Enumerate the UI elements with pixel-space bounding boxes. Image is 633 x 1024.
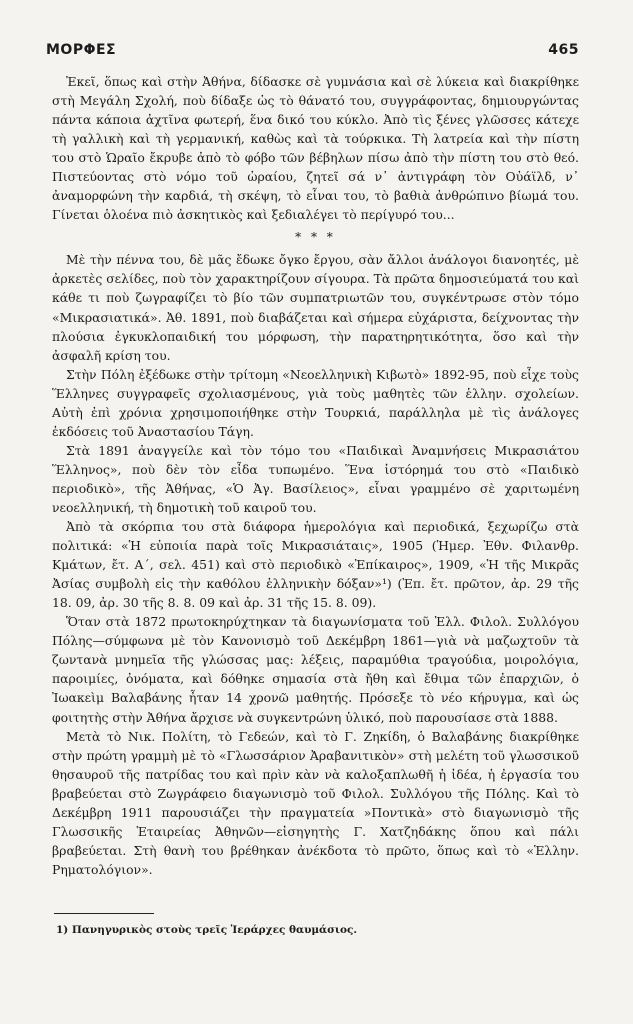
page-number: 465 xyxy=(548,42,579,58)
paragraph: Μὲ τὴν πέννα του, δὲ μᾶς ἔδωκε ὄγκο ἔργου, σὰν ἄλλοι ἀνάλογοι διανοητές, μὲ ἀρκετὲς σελίδες, ποὺ τὸν χαρακτηρίζουν σίγουρα. Τὰ πρῶτα δημοσιεύματά του καὶ κάθε τι ποὺ ζωγραφίζει τὸ βίο τῶν συμπατριωτῶν του, συγκέντρωσε στὸν τόμο «Μικρασιατικά». Ἀθ. 1891, ποὺ διαβάζεται καὶ σήμερα εὐχάριστα, δείχνοντας τὴν πλούσια ἐγκυκλοπαιδική του μόρφωση, τὴν παρατηρητικότητα, ὅσο καὶ τὴν ἀσφαλῆ κρίση του. xyxy=(52,252,579,363)
paragraph: Ἐκεῖ, ὅπως καὶ στὴν Ἀθήνα, δίδασκε σὲ γυμνάσια καὶ σὲ λύκεια καὶ διακρίθηκε στὴ Μεγάλη Σχολή, ποὺ δίδαξε ὡς τὸ θάνατό του, συγγράφοντας, δημιουργώντας πάντα κάποια ἀχτῖνα φωτερή, ἕνα δικό του κύκλο. Ἀπὸ τὶς ξένες γλῶσσες κάτεχε τὴ γαλλικὴ καὶ τὴ γερμανική, καθὼς καὶ τὰ τούρκικα. Τὴ λατρεία καὶ τὴν πίστη του στὸ Ὡραῖο ἔκρυβε ἀπὸ τὸ φόβο τῶν βέβηλων πίσω ἀπὸ τὴν πίστη του στὸ θεό. Πιστεύοντας στὸ νόμο τοῦ ὡραίου, ζητεῖ σά ν᾽ ἀντιγράφη τὸν Οὐάϊλδ, ν᾽ ἀναμορφώνη τὴν καρδιά, τὴ σκέψη, τὸ εἶναι του, τὸ βαθιὰ ἀνθρώπινο βίωμά του. Γίνεται ὁλοένα πιὸ ἀσκητικὸς καὶ ξεδιαλέγει τὸ περίγυρό του... xyxy=(52,74,579,223)
paragraph: Μετὰ τὸ Νικ. Πολίτη, τὸ Γεδεών, καὶ τὸ Γ. Ζηκίδη, ὁ Βαλαβάνης διακρίθηκε στὴν πρώτη γραμμὴ μὲ τὸ «Γλωσσάριον Ἀραβανιτικὸν» στὴ μελέτη τοῦ γλωσσικοῦ θησαυροῦ τῆς πατρίδας του καὶ πρὶν κὰν νὰ καλοξαπλωθῆ ἡ ἰδέα, ἡ ἐργασία του βραβεύεται στὸ Ζωγράφειο διαγωνισμὸ τοῦ Φιλολ. Συλλόγου τῆς Πόλης. Καὶ τὸ Δεκέμβρη 1911 παρουσιάζει τὴν πραγματεία »Ποντικὰ» στὸ διαγωνισμὸ τῆς Γλωσσικῆς Ἑταιρείας Ἀθηνῶν—εἰσηγητὴς Γ. Χατζηδάκης ὅπου καὶ πάλι βραβεύεται. Στὴ θανὴ του βρέθηκαν ἀνέκδοτα τὸ πρῶτο, ὅπως καὶ τὸ «Ἑλλην. Ρηματολόγιον». xyxy=(52,728,579,877)
paragraph: Στὴν Πόλη ἐξέδωκε στὴν τρίτομη «Νεοελληνικὴ Κιβωτὸ» 1892-95, ποὺ εἶχε τοὺς Ἕλληνες συγγραφεῖς σχολιασμένους, γιὰ τοὺς μαθητὲς τῶν ἑλλην. σχολείων. Αὐτὴ ἐπὶ χρόνια χρησιμοποιήθηκε στὴν Τουρκιά, παράλληλα μὲ τὶς ἀνάλογες ἐκδόσεις τοῦ Ἀναστασίου Τάγη. xyxy=(52,366,579,439)
paragraph: Ὅταν στὰ 1872 πρωτοκηρύχτηκαν τὰ διαγωνίσματα τοῦ Ἑλλ. Φιλολ. Συλλόγου Πόλης—σύμφωνα μὲ τὸν Κανονισμὸ τοῦ Δεκέμβρη 1861—γιὰ νὰ μαζωχτοῦν τὰ ζωντανὰ μνημεῖα τῆς γλώσσας μας: λέξεις, παραμύθια τραγούδια, μοιρολόγια, παροιμίες, ὀνόματα, καὶ δόθηκε σημασία στὰ ἤθη καὶ ἔθιμα τῶν ἐπαρχιῶν, ὁ Ἰωακεὶμ Βαλαβάνης ἦταν 14 χρονῶ μαθητής. Πρόσεξε τὸ νέο κήρυγμα, καὶ ὡς φοιτητὴς στὴν Ἀθήνα ἄρχισε νὰ συγκεντρώνη ὑλικό, ποὺ παρουσίασε στὰ 1888. xyxy=(52,614,579,725)
article-body xyxy=(52,72,579,879)
paragraph: Στὰ 1891 ἀναγγείλε καὶ τὸν τόμο του «Παιδικαὶ Ἀναμνήσεις Μικρασιάτου Ἕλληνος», ποὺ δὲν τὸν εἶδα τυπωμένο. Ἕνα ἱστόρημά του στὸ «Παιδικὸ περιοδικὸ», τῆς Ἀθήνας, «Ὁ Ἀγ. Βασίλειος», εἶναι γραμμένο σὲ χαριτωμένη νεοελληνική, τὴ δημοτικὴ τοῦ καιροῦ του. xyxy=(52,442,579,515)
running-head xyxy=(46,42,579,58)
section-break: * * * xyxy=(295,230,336,245)
footnote-rule xyxy=(54,913,154,914)
paragraph: Ἀπὸ τὰ σκόρπια του στὰ διάφορα ἡμερολόγια καὶ περιοδικά, ξεχωρίζω στὰ πολιτικά: «Ἡ εὐποιία παρὰ τοῖς Μικρασιάταις», 1905 (Ἡμερ. Ἐθν. Φιλανθρ. Κμάτων, ἔτ. Α΄, σελ. 451) καὶ στὸ περιοδικὸ «Ἐπίκαιρος», 1909, «Ἡ τῆς Μικρᾶς Ἀσίας συμβολὴ εἰς τὴν καθόλου ἑλληνικὴν δόξαν»¹) (Ἐπ. ἔτ. πρῶτον, ἀρ. 29 τῆς 18. 09, ἀρ. 30 τῆς 8. 8. 09 καὶ ἀρ. 31 τῆς 15. 8. 09). xyxy=(52,519,579,611)
footnote: 1) Πανηγυρικὸς στοὺς τρεῖς Ἱεράρχες θαυμάσιος. xyxy=(56,923,358,936)
journal-title: ΜΟΡΦΕΣ xyxy=(46,42,117,58)
